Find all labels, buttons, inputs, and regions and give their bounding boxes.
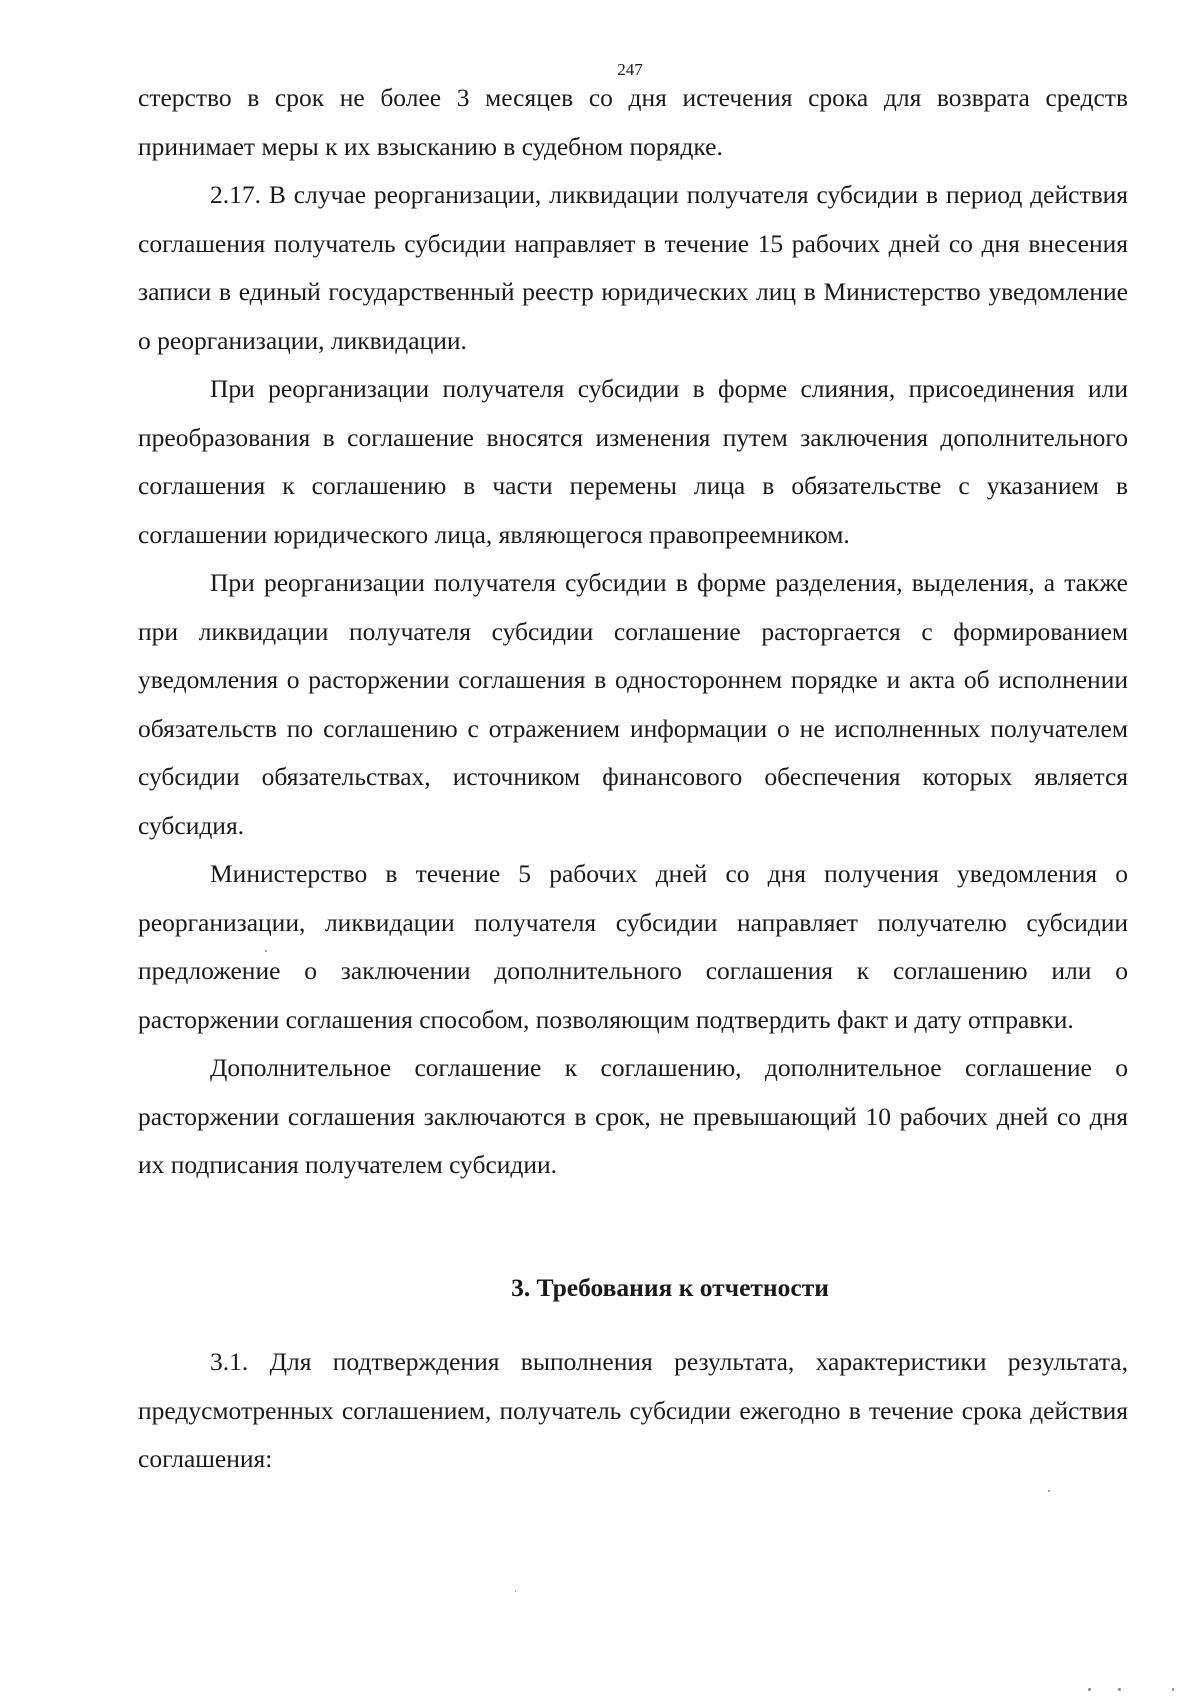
paragraph-division: При реорганизации получателя субсидии в форме разделения, выделения, а также при ликвидации получателя субсидии соглашение расторгается с формированием уведомления о расторжении соглашения в одностороннем порядке и акта об исполнении обязательств по соглашению с отражением информации о не исполненных получателем субсидии обязательствах, источником финансового обеспечения которых является субсидия.: [138, 568, 1128, 840]
paragraph-additional-agreement: Дополнительное соглашение к соглашению, дополнительное соглашение о расторжении соглашения заключаются в срок, не превышающий 10 рабочих дней со дня их подписания получателем субсидии.: [138, 1053, 1128, 1179]
section-body: [138, 1338, 1128, 1484]
page-number: 247: [617, 60, 643, 79]
scan-speck: [1048, 1490, 1050, 1492]
scan-speck: [1172, 1688, 1174, 1691]
section-heading: 3. Требования к отчетности: [511, 1273, 829, 1302]
scan-speck: [265, 950, 267, 952]
scan-speck: [1118, 1688, 1121, 1691]
scan-speck: [1088, 1688, 1091, 1691]
paragraph-ministry-notice: Министерство в течение 5 рабочих дней со дня получения уведомления о реорганизации, ликвидации получателя субсидии направляет получателю субсидии предложение о заключении дополнительного соглашения к соглашению или о расторжении соглашения способом, позволяющим подтвердить факт и дату отправки.: [138, 859, 1128, 1034]
paragraph-2-17: 2.17. В случае реорганизации, ликвидации получателя субсидии в период действия соглашения получатель субсидии направляет в течение 15 рабочих дней со дня внесения записи в единый государственный реестр юридических лиц в Министерство уведомление о реорганизации, ликвидации.: [138, 180, 1128, 355]
paragraph-merger: При реорганизации получателя субсидии в форме слияния, присоединения или преобразования в соглашение вносятся изменения путем заключения дополнительного соглашения к соглашению в части перемены лица в обязательстве с указанием в соглашении юридического лица, являющегося правопреемником.: [138, 374, 1128, 549]
body-text: [138, 74, 1128, 1190]
paragraph-continuation: стерство в срок не более 3 месяцев со дня истечения срока для возврата средств принимает меры к их взысканию в судебном порядке.: [138, 83, 1128, 161]
paragraph-3-1: 3.1. Для подтверждения выполнения результата, характеристики результата, предусмотренных соглашением, получатель субсидии ежегодно в течение срока действия соглашения:: [138, 1347, 1128, 1473]
scan-speck: [515, 1590, 516, 1592]
